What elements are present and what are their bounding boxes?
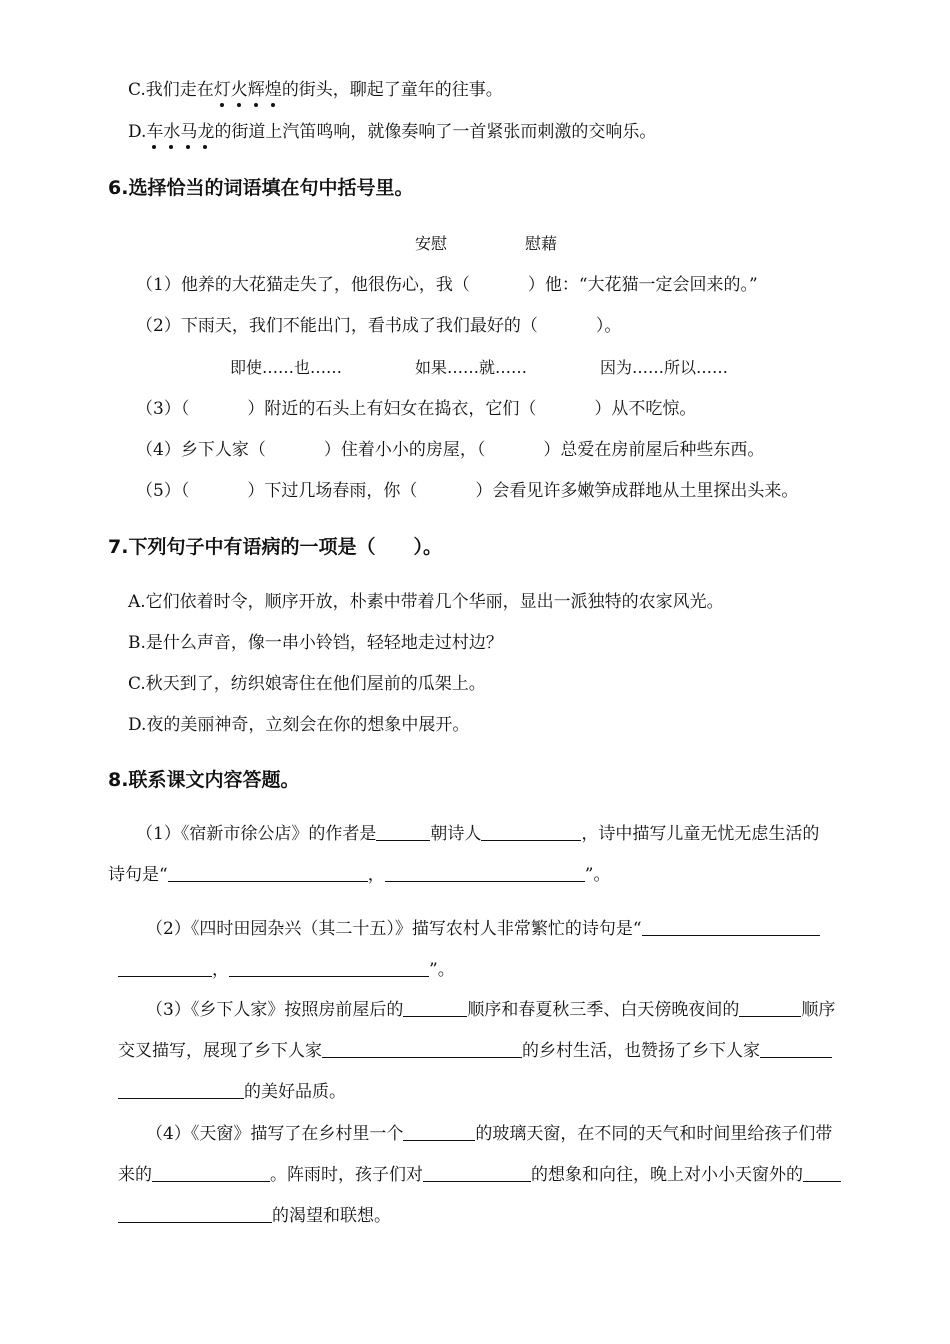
q8-part-4-line-2: 来的 。阵雨时，孩子们对 的想象和向往，晚上对小小天窗外的 (118, 1163, 841, 1187)
question-8-title: 8.联系课文内容答题。 (108, 769, 300, 791)
answer-blank[interactable] (642, 917, 820, 936)
answer-blank[interactable] (118, 1204, 272, 1223)
answer-blank[interactable] (760, 1039, 832, 1058)
q6-item-1: （1）他养的大花猫走失了，他很伤心，我（ ）他：“大花猫一定会回来的。” (136, 275, 758, 295)
question-6-title: 6.选择恰当的词语填在句中括号里。 (108, 177, 414, 199)
q8-part-3-line-1: （3）《乡下人家》按照房前屋后的 顺序和春夏秋三季、白天傍晚夜间的 顺序 (146, 1000, 836, 1020)
answer-blank[interactable] (118, 958, 212, 977)
answer-blank[interactable] (229, 958, 429, 977)
q8-part-3-line-2: 交叉描写，展现了乡下人家 的乡村生活，也赞扬了乡下人家 (118, 1039, 832, 1063)
q8-part-4-line-3: 的渴望和联想。 (118, 1204, 391, 1228)
answer-blank[interactable] (739, 998, 801, 1017)
word-option: 如果……就…… (415, 358, 528, 377)
answer-blank[interactable] (423, 1163, 531, 1182)
answer-blank[interactable] (481, 822, 581, 841)
q6-item-3: （3）（ ）附近的石头上有妇女在捣衣，它们（ ）从不吃惊。 (136, 399, 697, 419)
q6-item-5: （5）（ ）下过几场春雨，你（ ）会看见许多嫩笋成群地从土里探出头来。 (136, 481, 799, 501)
answer-blank[interactable] (803, 1163, 841, 1182)
q8-part-3-line-3: 的美好品质。 (118, 1080, 346, 1104)
answer-blank[interactable] (376, 822, 430, 841)
answer-blank[interactable] (152, 1163, 270, 1182)
q6-item-2: （2）下雨天，我们不能出门，看书成了我们最好的（ ）。 (136, 316, 622, 336)
answer-blank[interactable] (118, 1080, 244, 1099)
q5-option-d: D.车水马龙 的街道上汽笛鸣响，就像奏响了一首紧张而刺激的交响乐。 (128, 120, 656, 144)
q7-option-d: D.夜的美丽神奇，立刻会在你的想象中展开。 (128, 715, 470, 735)
dotted-word: 车水马龙 (146, 122, 214, 142)
word-option: 慰藉 (525, 234, 558, 253)
answer-blank[interactable] (168, 863, 368, 882)
q8-part-2-line-1: （2）《四时田园杂兴（其二十五）》描写农村人非常繁忙的诗句是“ (146, 917, 820, 941)
word-option: 即使……也…… (230, 358, 343, 377)
q8-part-4-line-1: （4）《天窗》描写了在乡村里一个 的玻璃天窗，在不同的天气和时间里给孩子们带 (146, 1124, 833, 1144)
answer-blank[interactable] (403, 998, 467, 1017)
q8-part-1-line-2: 诗句是“ ， ”。 (108, 865, 611, 885)
q6-item-4: （4）乡下人家（ ）住着小小的房屋，（ ）总爱在房前屋后种些东西。 (136, 440, 765, 460)
q5-option-c: C.我们走在灯火辉煌 的街头，聊起了童年的往事。 (128, 78, 503, 102)
question-7-title: 7.下列句子中有语病的一项是（ ）。 (108, 536, 442, 558)
dotted-word: 灯火辉煌 (214, 80, 282, 100)
answer-blank[interactable] (403, 1122, 475, 1141)
q7-option-a: A.它们依着时令，顺序开放，朴素中带着几个华丽，显出一派独特的农家风光。 (128, 592, 724, 612)
q7-option-c: C.秋天到了，纺织娘寄住在他们屋前的瓜架上。 (128, 674, 486, 694)
q8-part-2-line-2: ， ”。 (118, 958, 455, 982)
answer-blank[interactable] (385, 863, 585, 882)
q7-option-b: B.是什么声音，像一串小铃铛，轻轻地走过村边？ (128, 633, 503, 653)
answer-blank[interactable] (322, 1039, 522, 1058)
word-option: 安慰 (415, 234, 448, 253)
word-option: 因为……所以…… (600, 358, 729, 377)
q8-part-1-line-1: （1）《宿新市徐公店》的作者是 朝诗人 ，诗中描写儿童无忧无虑生活的 (136, 824, 820, 844)
